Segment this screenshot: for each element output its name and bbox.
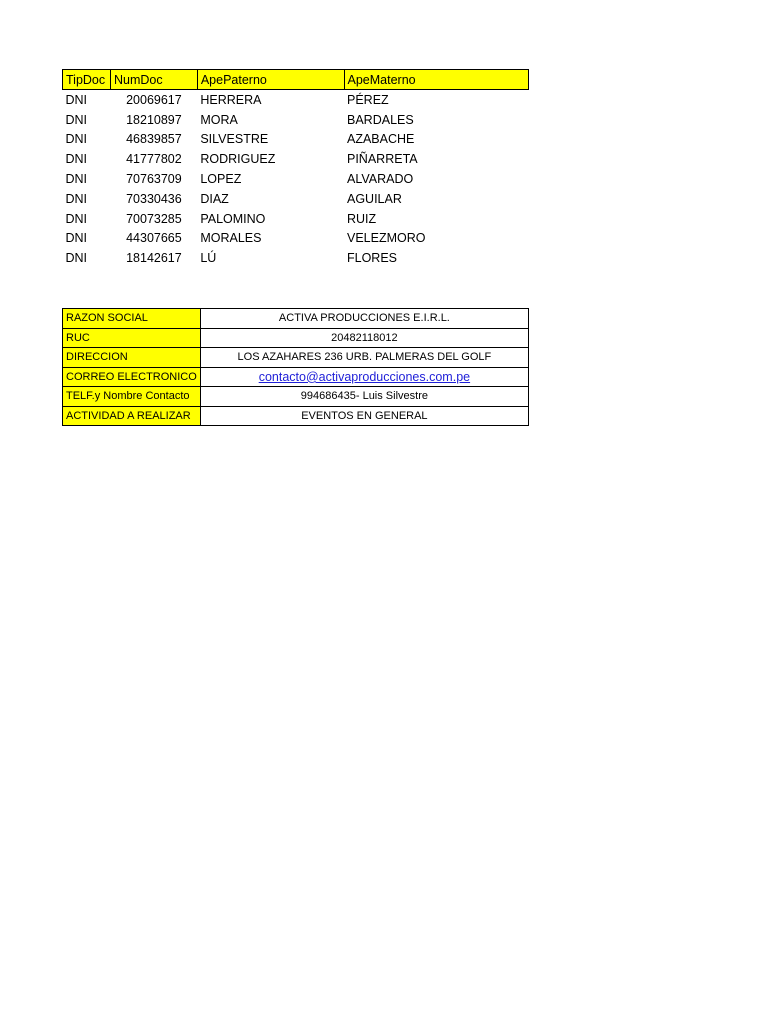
cell-apematerno: RUIZ bbox=[347, 211, 377, 226]
table-row bbox=[63, 149, 529, 169]
company-info-table bbox=[62, 308, 529, 426]
company-row-ruc bbox=[63, 328, 529, 348]
cell-tipdoc: DNI bbox=[65, 132, 88, 147]
company-value: ACTIVA PRODUCCIONES E.I.R.L. bbox=[200, 309, 528, 329]
cell-apepaterno: RODRIGUEZ bbox=[200, 152, 276, 167]
people-table-body bbox=[63, 90, 529, 269]
header-tipdoc: TipDoc bbox=[63, 70, 111, 90]
cell-apematerno: ALVARADO bbox=[347, 172, 414, 187]
header-numdoc: NumDoc bbox=[110, 70, 197, 90]
company-value: EVENTOS EN GENERAL bbox=[200, 406, 528, 426]
cell-tipdoc: DNI bbox=[65, 172, 88, 187]
people-table bbox=[62, 69, 529, 268]
header-row bbox=[63, 70, 529, 90]
company-row-direccion bbox=[63, 348, 529, 368]
cell-numdoc: 70330436 bbox=[126, 191, 182, 206]
cell-tipdoc: DNI bbox=[65, 191, 88, 206]
table-row bbox=[63, 90, 529, 110]
cell-apematerno: BARDALES bbox=[347, 112, 414, 127]
cell-apematerno: AZABACHE bbox=[347, 132, 415, 147]
cell-apematerno: PÉREZ bbox=[347, 92, 389, 107]
table-row bbox=[63, 248, 529, 268]
cell-apematerno: PIÑARRETA bbox=[347, 152, 418, 167]
company-value: 20482118012 bbox=[200, 328, 528, 348]
company-row-correo bbox=[63, 367, 529, 387]
company-value: 994686435- Luis Silvestre bbox=[200, 387, 528, 407]
cell-tipdoc: DNI bbox=[65, 152, 88, 167]
people-table-header bbox=[63, 70, 529, 90]
header-apepaterno: ApePaterno bbox=[197, 70, 344, 90]
table-row bbox=[63, 169, 529, 189]
table-row bbox=[63, 209, 529, 229]
cell-numdoc: 70073285 bbox=[126, 211, 182, 226]
email-link[interactable]: contacto@activaproducciones.com.pe bbox=[258, 369, 471, 384]
table-row bbox=[63, 229, 529, 249]
cell-apepaterno: MORA bbox=[200, 112, 238, 127]
cell-apepaterno: PALOMINO bbox=[200, 211, 266, 226]
company-key: ACTIVIDAD A REALIZAR bbox=[63, 406, 201, 426]
cell-tipdoc: DNI bbox=[65, 211, 88, 226]
cell-tipdoc: DNI bbox=[65, 231, 88, 246]
company-key: CORREO ELECTRONICO bbox=[63, 367, 201, 387]
cell-apepaterno: SILVESTRE bbox=[200, 132, 269, 147]
cell-tipdoc: DNI bbox=[65, 92, 88, 107]
company-row-razon-social bbox=[63, 309, 529, 329]
cell-apepaterno: HERRERA bbox=[200, 92, 262, 107]
cell-apematerno: AGUILAR bbox=[347, 191, 402, 206]
cell-tipdoc: DNI bbox=[65, 112, 88, 127]
cell-apepaterno: LÚ bbox=[200, 251, 217, 266]
cell-numdoc: 18142617 bbox=[126, 251, 182, 266]
cell-numdoc: 46839857 bbox=[126, 132, 182, 147]
cell-apematerno: VELEZMORO bbox=[347, 231, 426, 246]
company-key: RAZON SOCIAL bbox=[63, 309, 201, 329]
company-row-actividad bbox=[63, 406, 529, 426]
company-value-cell bbox=[200, 367, 528, 387]
company-row-telefono bbox=[63, 387, 529, 407]
cell-apepaterno: LOPEZ bbox=[200, 172, 242, 187]
header-apematerno: ApeMaterno bbox=[344, 70, 529, 90]
cell-tipdoc: DNI bbox=[65, 251, 88, 266]
cell-numdoc: 41777802 bbox=[126, 152, 182, 167]
company-key: DIRECCION bbox=[63, 348, 201, 368]
table-row bbox=[63, 130, 529, 150]
table-row bbox=[63, 110, 529, 130]
company-key: RUC bbox=[63, 328, 201, 348]
cell-numdoc: 18210897 bbox=[126, 112, 182, 127]
cell-apematerno: FLORES bbox=[347, 251, 398, 266]
cell-apepaterno: DIAZ bbox=[200, 191, 229, 206]
cell-numdoc: 44307665 bbox=[126, 231, 182, 246]
cell-numdoc: 20069617 bbox=[126, 92, 182, 107]
company-value: LOS AZAHARES 236 URB. PALMERAS DEL GOLF bbox=[200, 348, 528, 368]
cell-numdoc: 70763709 bbox=[126, 172, 182, 187]
table-row bbox=[63, 189, 529, 209]
company-key: TELF.y Nombre Contacto bbox=[63, 387, 201, 407]
cell-apepaterno: MORALES bbox=[200, 231, 262, 246]
